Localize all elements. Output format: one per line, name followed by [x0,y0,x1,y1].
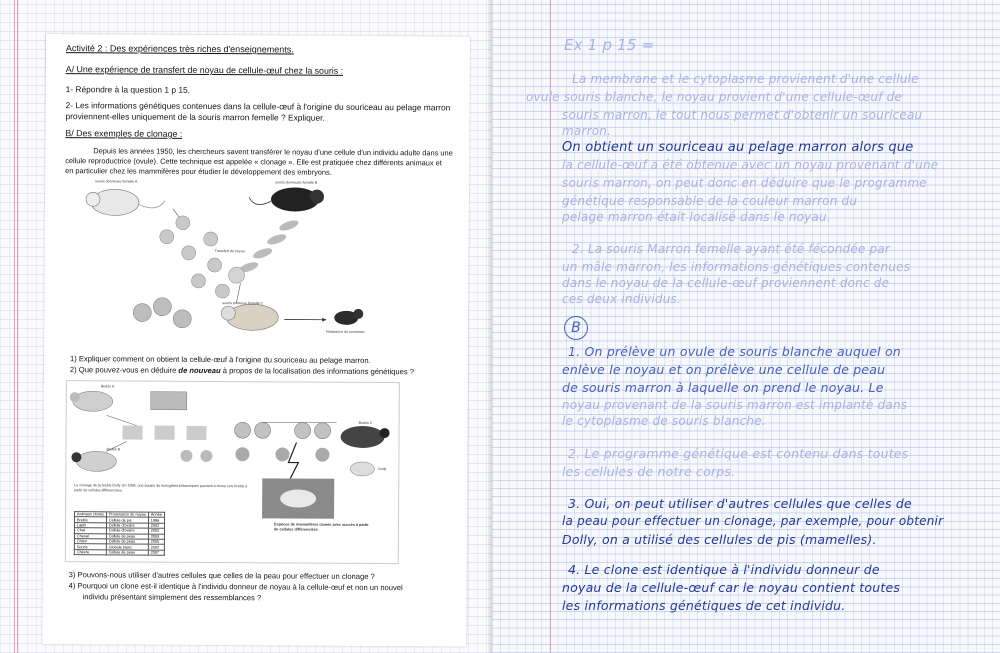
figure-question-2 [70,365,414,377]
figure-question-3: 3) Pouvons-nous utiliser d'autres cellules que celles de la peau pour effectuer un clonage ? [68,570,375,582]
answer-b3-line: Dolly, on a utilisé des cellules de pis (mamelles). [562,532,877,547]
answer-b1-line: enlève le noyau et on prélève une cellule de peau [562,362,886,377]
dolly-cloning-figure [65,380,400,564]
answer-b3-line: la peau pour effectuer un clonage, par exemple, pour obtenir [562,514,944,528]
exercise-heading: Ex 1 p 15 = [564,36,655,54]
intro-line-3: en particulier chez les mammifères pour étudier le développement des embryons. [65,166,332,177]
question-2-line-2: proviennent-elles uniquement de la souris marron femelle ? Expliquer. [65,111,325,123]
section-b-title: B/ Des exemples de clonage : [65,128,183,139]
table-cell: Cellule de peau [106,533,148,539]
intro-line-2: cellule reproductrice (ovule). Cette technique est appelée « clonage ». Elle est pratiquée chez différents animaux et [65,156,442,168]
margin-line [14,0,15,653]
printed-worksheet [42,34,470,647]
answer-b2-line: 2. Le programme génétique est contenu dans toutes [568,446,909,461]
answer-1-line: ovule souris blanche, le noyau provient d'une cellule-œuf de [526,90,903,104]
mouse-cloning-figure [64,178,395,348]
answer-q2-line: 2. La souris Marron femelle ayant été fécondée par [572,242,891,256]
activity-title: Activité 2 : Des expériences très riches d'enseignements. [65,43,294,55]
answer-1-line: marron. [562,124,612,138]
fq2-part-1: 2) Que pouvez-vous en déduire [69,365,179,375]
table-header: Animaux clonés [75,512,107,518]
label-birth: Naissance du souriceau [326,329,365,334]
answer-2-line: pelage marron était localisé dans le noyau. [562,210,831,224]
answer-2-line: génétique responsable de la couleur marron du [562,194,858,208]
answer-q2-line: dans le noyau de la cellule-œuf proviennent donc de [562,276,890,290]
table-cell: Cheval [74,533,106,539]
answer-b4-line: noyau de la cellule-œuf car le noyau contient toutes [562,580,901,595]
label-sheep-a: Brebis A [100,384,115,389]
table-cell: Souris [74,544,106,550]
question-1: 1- Répondre à la question 1 p 15. [65,84,191,95]
answer-b1-line: de souris marron à laquelle on prend le noyau. Le [562,380,884,395]
table-cell: Brebis [75,517,107,523]
label-dolly: Dolly [378,467,387,472]
answer-2-line: souris marron, on peut donc en déduire que le programme [562,176,927,190]
section-b-circle: B [564,316,588,340]
answer-b2-line: les cellules de notre corps. [562,464,736,479]
table-header: Année [148,512,164,517]
answer-b1-line: le cytoplasme de souris blanche. [562,414,766,428]
question-2-line-1: 2- Les informations génétiques contenues dans la cellule-œuf à l'origine du souriceau au pelage marron [65,100,451,113]
margin-line [17,0,18,653]
table-cell: Chèvre [74,549,106,555]
intro-line-1: Depuis les années 1950, les chercheurs savent transférer le noyau d'une cellule d'un individu adulte dans une [93,146,453,158]
table-cell: 2007 [148,550,164,555]
answer-q2-line: un mâle marron, les informations génétiques contenues [562,260,911,274]
fq2-emphasis: de nouveau [178,365,221,376]
figure-question-4-line-2: individu présentant simplement des ressemblances ? [82,592,262,603]
dolly-caption: Le clonage de la brebis Dolly. En 1996, une équipe de biologistes britanniques parvient à cloner une brebis à partir de cellules différenciées. [74,483,248,493]
answer-1-line: La membrane et le cytoplasme provienent d'une cellule [572,72,919,86]
table-cell: 2003 [148,534,164,539]
table-cell: Globule blanc [106,544,148,550]
label-mouse-a: souris donneuse femelle A [95,179,138,184]
label-mouse-c: souris porteuse femelle C [222,301,264,306]
answer-b1-line: noyau provenant de la souris marron est implanté dans [562,398,908,412]
table-cell: Cellule de pis [106,517,148,523]
answer-b4-line: 4. Le clone est identique à l'individu donneur de [568,562,880,577]
figure-question-1: 1) Expliquer comment on obtient la cellule-œuf à l'origine du souriceau au pelage marron. [69,354,371,365]
table-row [74,549,164,555]
answer-b1-line: 1. On prélève un ovule de souris blanche auquel on [568,344,901,359]
table-cell: Cellule de peau [106,539,148,545]
answer-2-line: la cellule-œuf a été obtenue avec un noyau provenant d'une [562,158,939,172]
fq2-part-3: à propos de la localisation des informations génétiques ? [220,366,415,377]
table-note: Espèces de mammifères clonés avec succès à partir de cellules différenciées [273,522,369,532]
table-cell: 2002 [148,528,164,533]
table-cell: Chat [74,528,106,534]
section-a-title: A/ Une expérience de transfert de noyau de cellule-œuf chez la souris : [65,64,344,76]
answer-b3-line: 3. Oui, on peut utiliser d'autres cellules que celles de [568,496,912,511]
label-transfer: Transfert du noyau [214,249,245,254]
table-cell: Cellule d'ovaire [106,523,148,529]
table-cell: Cellule d'ovaire [106,528,148,534]
label-sheep-b: Brebis B [106,447,121,452]
figure-question-4-line-1: 4) Pourquoi un clone est-il identique à l'individu donneur de noyau à la cellule-œuf et non un nouvel [68,581,403,593]
table-cell: Chien [74,539,106,545]
mouse-cloning-diagram [64,178,395,348]
label-sheep-c: Brebis C [358,420,373,426]
left-notebook-page [0,0,492,653]
table-cell: Cellule de peau [106,550,148,556]
table-cell: Lapin [74,522,106,528]
answer-q2-line: ces deux individus. [562,292,681,306]
table-header: Provenance du noyau [106,512,148,518]
answer-1-line: souris marron, le tout nous permet d'obtenir un souriceau [562,108,923,122]
table-cell: 2002 [148,523,164,528]
cloned-species-table [74,511,165,556]
table-cell: 2002 [148,544,164,549]
label-mouse-b: souris donneuse femelle B [275,180,318,185]
table-cell: 1996 [148,518,164,523]
right-notebook-page [492,0,1000,653]
answer-2-line: On obtient un souriceau au pelage marron alors que [562,140,914,155]
table-cell: 2005 [148,539,164,544]
answer-b4-line: les informations génétiques de cet individu. [562,598,846,613]
